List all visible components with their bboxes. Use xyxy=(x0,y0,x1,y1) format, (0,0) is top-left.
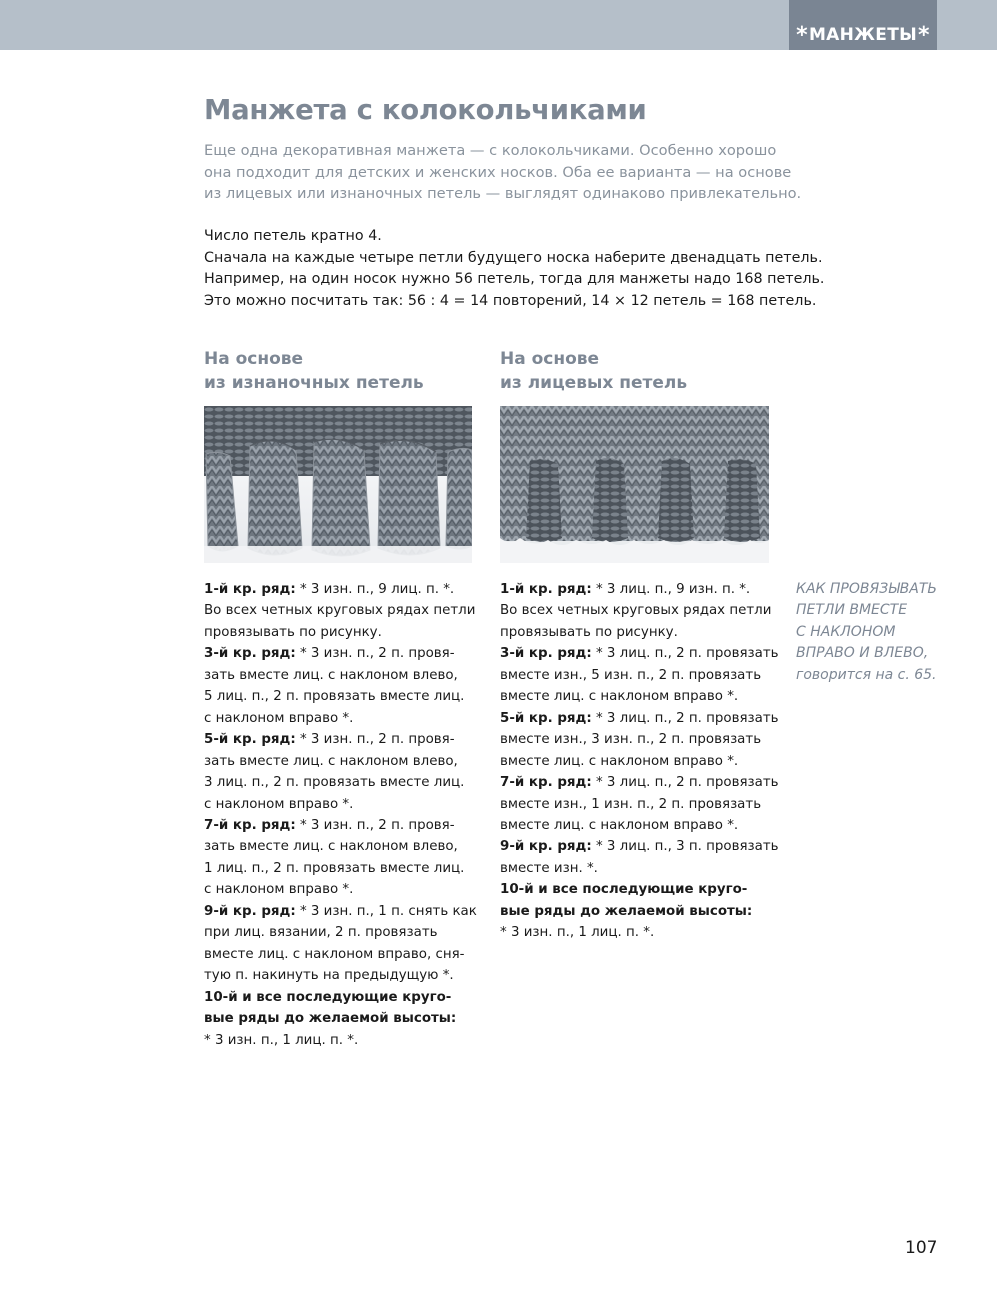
instructions-purl-base xyxy=(204,579,484,1051)
row-text: вместе изн. *. xyxy=(500,860,598,876)
instruction-line xyxy=(204,1030,484,1051)
row-text: вместе лиц. с наклоном вправо *. xyxy=(500,753,739,769)
lead-line: Еще одна декоративная манжета — с колокольчиками. Особенно хорошо xyxy=(204,142,777,159)
row-label: 7-й кр. ряд: xyxy=(204,817,296,833)
row-text: вместе изн., 5 изн. п., 2 п. провязать xyxy=(500,667,762,683)
row-text: Во всех четных круговых рядах петли xyxy=(500,603,772,619)
asterisk-icon: * xyxy=(918,23,930,48)
page-number: 107 xyxy=(905,1238,938,1258)
row-text: Во всех четных круговых рядах петли xyxy=(204,603,476,619)
row-text: * 3 изн. п., 2 п. провя- xyxy=(295,732,455,748)
instruction-line xyxy=(500,579,780,600)
instruction-line xyxy=(204,858,484,879)
instruction-line xyxy=(500,643,780,664)
instruction-line xyxy=(500,901,780,922)
lead-line: из лицевых или изнаночных петель — выглядят одинаково привлекательно. xyxy=(204,185,802,202)
instruction-line xyxy=(500,879,780,900)
row-text: с наклоном вправо *. xyxy=(204,710,354,726)
instruction-line xyxy=(204,729,484,750)
section-tab xyxy=(789,0,937,50)
intro-line: Сначала на каждые четыре петли будущего носка наберите двенадцать петель. xyxy=(204,249,823,266)
instruction-line xyxy=(204,600,484,621)
side-note-line: С НАКЛОНОМ xyxy=(796,623,896,640)
instruction-line xyxy=(500,600,780,621)
row-text: вместе изн., 1 изн. п., 2 п. провязать xyxy=(500,796,762,812)
instruction-line xyxy=(204,665,484,686)
heading-line: На основе xyxy=(204,349,304,369)
row-text: * 3 лиц. п., 3 п. провязать xyxy=(591,839,779,855)
heading-line: На основе xyxy=(500,349,600,369)
row-text: провязывать по рисунку. xyxy=(500,624,678,640)
instruction-line xyxy=(500,751,780,772)
row-label: 1-й кр. ряд: xyxy=(204,582,296,597)
row-label: 9-й кр. ряд: xyxy=(204,903,296,919)
row-label: 10-й и все последующие круго- xyxy=(204,989,452,1005)
left-column-heading xyxy=(204,348,424,395)
side-note-line: ВПРАВО И ВЛЕВО, xyxy=(796,645,929,662)
row-text: при лиц. вязании, 2 п. провязать xyxy=(204,925,438,941)
row-label: вые ряды до желаемой высоты: xyxy=(500,903,753,919)
instruction-line xyxy=(500,836,780,857)
right-column-heading xyxy=(500,348,687,395)
instruction-line xyxy=(204,901,484,922)
instruction-line xyxy=(500,772,780,793)
instruction-line xyxy=(500,665,780,686)
row-label: 3-й кр. ряд: xyxy=(500,646,592,662)
row-text: * 3 изн. п., 1 лиц. п. *. xyxy=(500,925,655,941)
instruction-line xyxy=(204,794,484,815)
row-label: 3-й кр. ряд: xyxy=(204,646,296,662)
instruction-line xyxy=(204,944,484,965)
row-text: вместе лиц. с наклоном вправо *. xyxy=(500,689,739,705)
instruction-line xyxy=(500,922,780,943)
row-text: 5 лиц. п., 2 п. провязать вместе лиц. xyxy=(204,689,465,705)
row-text: 3 лиц. п., 2 п. провязать вместе лиц. xyxy=(204,775,465,791)
row-text: * 3 изн. п., 1 лиц. п. *. xyxy=(204,1032,359,1048)
instruction-line xyxy=(500,794,780,815)
instruction-line xyxy=(204,643,484,664)
row-label: 5-й кр. ряд: xyxy=(204,732,296,748)
row-text: * 3 лиц. п., 2 п. провязать xyxy=(591,775,779,791)
row-label: вые ряды до желаемой высоты: xyxy=(204,1011,457,1027)
row-text: вместе изн., 3 изн. п., 2 п. провязать xyxy=(500,732,762,748)
instruction-line xyxy=(204,815,484,836)
row-text: * 3 изн. п., 9 лиц. п. *. xyxy=(295,582,455,597)
page-title: Манжета с колокольчиками xyxy=(204,94,647,126)
instruction-line xyxy=(500,729,780,750)
section-label: МАНЖЕТЫ xyxy=(808,25,918,45)
row-text: вместе лиц. с наклоном вправо, сня- xyxy=(204,946,465,962)
instruction-line xyxy=(204,772,484,793)
row-text: зать вместе лиц. с наклоном влево, xyxy=(204,839,458,855)
side-note-line: ПЕТЛИ ВМЕСТЕ xyxy=(796,602,908,619)
asterisk-icon: * xyxy=(796,23,808,48)
instruction-line xyxy=(500,858,780,879)
side-note-line: говорится на с. 65. xyxy=(796,666,937,683)
instruction-line xyxy=(204,922,484,943)
instruction-line xyxy=(204,622,484,643)
row-label: 5-й кр. ряд: xyxy=(500,710,592,726)
intro-line: Например, на один носок нужно 56 петель, тогда для манжеты надо 168 петель. xyxy=(204,271,825,287)
intro-line: Это можно посчитать так: 56 : 4 = 14 повторений, 14 × 12 петель = 168 петель. xyxy=(204,292,817,309)
row-text: провязывать по рисунку. xyxy=(204,624,382,640)
instruction-line xyxy=(204,987,484,1008)
instruction-line xyxy=(500,686,780,707)
knitted-swatch-photo-purl-base xyxy=(204,406,472,563)
intro-line: Число петель кратно 4. xyxy=(204,228,382,244)
row-label: 1-й кр. ряд: xyxy=(500,582,592,597)
instruction-line xyxy=(204,708,484,729)
row-text: 1 лиц. п., 2 п. провязать вместе лиц. xyxy=(204,860,465,876)
row-text: * 3 лиц. п., 2 п. провязать xyxy=(591,710,779,726)
instruction-line xyxy=(500,815,780,836)
row-text: * 3 лиц. п., 9 изн. п. *. xyxy=(591,582,751,597)
knitted-swatch-photo-knit-base xyxy=(500,406,769,563)
instructions-knit-base xyxy=(500,579,780,944)
row-text: * 3 изн. п., 1 п. снять как xyxy=(295,903,477,919)
row-text: зать вместе лиц. с наклоном влево, xyxy=(204,753,458,769)
instruction-line xyxy=(204,965,484,986)
instruction-line xyxy=(204,879,484,900)
instruction-line xyxy=(204,836,484,857)
intro-paragraph xyxy=(204,226,825,312)
row-text: зать вместе лиц. с наклоном влево, xyxy=(204,667,458,683)
heading-line: из изнаночных петель xyxy=(204,372,424,393)
row-label: 10-й и все последующие круго- xyxy=(500,882,748,898)
instruction-line xyxy=(204,686,484,707)
row-text: тую п. накинуть на предыдущую *. xyxy=(204,968,454,984)
instruction-line xyxy=(204,579,484,600)
side-note xyxy=(796,579,986,686)
row-text: с наклоном вправо *. xyxy=(204,882,354,898)
row-text: * 3 лиц. п., 2 п. провязать xyxy=(591,646,779,662)
row-text: * 3 изн. п., 2 п. провя- xyxy=(295,817,455,833)
instruction-line xyxy=(204,1008,484,1029)
instruction-line xyxy=(500,708,780,729)
heading-line: из лицевых петель xyxy=(500,372,688,393)
lead-line: она подходит для детских и женских носков. Оба ее варианта — на основе xyxy=(204,163,792,181)
instruction-line xyxy=(500,622,780,643)
row-label: 9-й кр. ряд: xyxy=(500,839,592,855)
row-label: 7-й кр. ряд: xyxy=(500,775,592,791)
row-text: * 3 изн. п., 2 п. провя- xyxy=(295,646,455,662)
side-note-line: КАК ПРОВЯЗЫВАТЬ xyxy=(796,581,937,597)
row-text: с наклоном вправо *. xyxy=(204,796,354,812)
lead-paragraph xyxy=(204,140,804,205)
row-text: вместе лиц. с наклоном вправо *. xyxy=(500,817,739,833)
instruction-line xyxy=(204,751,484,772)
